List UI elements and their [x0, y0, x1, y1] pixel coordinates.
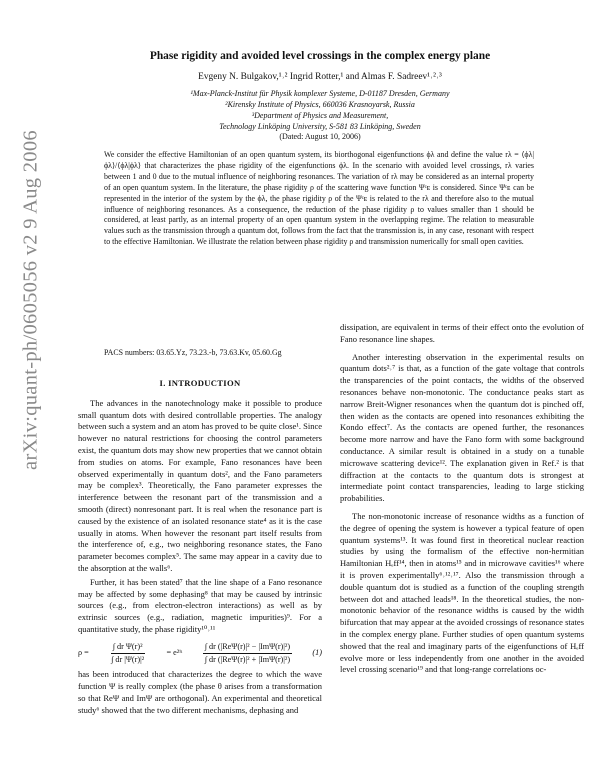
paragraph: The non-monotonic increase of resonance widths as a function of the degree of opening the system is however a typical feature of open quantum systems¹³. It was found first in theoretical nuclear reaction studies by using the formalism of the effective non-hermitian Hamiltonian Hₑff¹⁴, then in atoms¹⁵ and in microwave cavities¹⁶ where it is proven experimentally⁶˒¹²˒¹⁷. Also the transmission through a double quantum dot is studied as a function of the coupling strength between dot and attached leads¹⁸. In the theoretical studies, the non-monotonic behavior of the resonance widths is caused by the width bifurcation that may appear at the avoided crossings of resonance states in the complex energy plane. Further studies of open quantum systems showed that the real and imaginary parts of the eigenfunctions of Hₑff evolve more or less independently from one another in the avoided level crossing scenario¹⁹ and that long-range correlations oc-: [340, 510, 584, 675]
equation-middle: = e²ⁱᶥ: [166, 648, 183, 658]
right-column: [340, 322, 584, 676]
equation-lhs: ρ =: [78, 648, 89, 658]
arxiv-id: arXiv:quant-ph/0605056 v2 9 Aug 2006: [19, 130, 42, 470]
fraction-denominator: ∫ dr |Ψ(r)|²: [111, 654, 145, 664]
equation-fraction-2: [203, 641, 292, 666]
fraction-numerator: ∫ dr Ψ(r)²: [111, 641, 145, 654]
fraction-denominator: ∫ dr (|ReΨ(r)|² + |ImΨ(r)|²): [204, 654, 291, 664]
equation-fraction-1: [109, 641, 146, 666]
paragraph: dissipation, are equivalent in terms of their effect onto the evolution of Fano resonance line shapes.: [340, 322, 584, 344]
paragraph: has been introduced that characterizes the degree to which the wave function Ψ is really complex (the phase θ arises from a transformation so that ReΨ and ImΨ are orthogonal). An experimental and theoretical study⁶ showed that the two different mechanisms, dephasing and: [78, 669, 322, 715]
affiliation-2: ²Kirensky Institute of Physics, 660036 Krasnoyarsk, Russia: [225, 100, 415, 109]
section-title: I. INTRODUCTION: [159, 378, 241, 388]
abstract: We consider the effective Hamiltonian of an open quantum system, its biorthogonal eigenfunctions ϕλ and define the value rλ = ⟨ϕλ|ϕλ⟩/⟨ϕλ|ϕλ⟩ that characterizes the phase rigidity of the eigenfunctions ϕλ. In the scenario with avoided level crossings, rλ varies between 1 and 0 due to the mutual influence of neighboring resonances. The variation of rλ may be considered as an internal property of an open quantum system. In the literature, the phase rigidity ρ of the scattering wave function Ψᶜᴇ is considered. Since Ψᶜᴇ can be represented in the interior of the system by the ϕλ, the phase rigidity ρ of the Ψᶜᴇ is related to the rλ and therefore also to the mutual influence of neighboring resonances. As a consequence, the reduction of the phase rigidity ρ to values smaller than 1 should be considered, at least partly, as an internal property of an open quantum system in the overlapping regime. The relation to measurable values such as the transmission through a quantum dot, follows from the fact that the transmission is, in any case, resonant with respect to the effective Hamiltonian. We illustrate the relation between phase rigidity ρ and transmission numerically for small open cavities.: [104, 150, 534, 247]
fraction-numerator: ∫ dr (|ReΨ(r)|² − |ImΨ(r)|²): [203, 641, 292, 654]
equation-number: (1): [312, 648, 322, 658]
affiliations: [60, 88, 580, 132]
date-line: (Dated: August 10, 2006): [279, 132, 361, 141]
paragraph: The advances in the nanotechnology make it possible to produce small quantum dots with desired controllable properties. The analogy between such a system and an atom has proved to be quite close¹. Since however no natural restrictions for choosing the control parameters exist, the quantum dots may show new properties that we cannot obtain from studies on atoms. For example, Fano resonances have been observed experimentally in quantum dots², and the Fano parameters may be complex³. Theoretically, the Fano parameter expresses the interference between the resonant part of the transmission and a smooth (direct) nonresonant part. It is real when the resonance part is caused by the existence of an isolated resonance state⁴ as it is the case usually in atoms. When however the resonant part itself results from the interference of, e.g., two neighboring resonance states, the Fano parameter becomes complex⁵. The same may appear in a cavity due to the absorption at the walls⁶.: [78, 397, 322, 573]
paragraph: Further, it has been stated⁷ that the line shape of a Fano resonance may be affected by some dephasing⁸ that may be caused by intrinsic sources (e.g., from electron-electron interactions) as well as by extrinsic sources (e.g., radiation, magnetic impurities)⁹. For a quantitative study, the phase rigidity¹⁰˒¹¹: [78, 576, 322, 634]
paragraph: Another interesting observation in the experimental results on quantum dots²˒⁷ is that, as a function of the gate voltage that controls the transparencies of the point contacts, the widths of the observed resonances behave non-monotonic. The conductance peaks start as narrow Breit-Wigner resonances when the quantum dot is pinched off, then widen as the contacts are opened into resonances exhibiting the Kondo effect⁷. As the contacts are opened further, the resonances become more narrow and have the Fano form with some background conductance. A similar result is obtained in a study on a tunable microwave scattering device¹². The explanation given in Ref.² is that diffraction at the contacts to the quantum dots is strongest at intermediate point contact transparencies, leading to large sticking probabilities.: [340, 351, 584, 504]
equation-1: [78, 641, 322, 666]
author-list: Evgeny N. Bulgakov,¹˒² Ingrid Rotter,¹ and Almas F. Sadreev¹˒²˒³: [198, 72, 442, 82]
pacs-numbers: PACS numbers: 03.65.Yz, 73.23.-b, 73.63.Kv, 05.60.Gg: [104, 348, 282, 357]
affiliation-1: ¹Max-Planck-Institut für Physik komplexer Systeme, D-01187 Dresden, Germany: [190, 89, 450, 98]
affiliation-3-cont: Technology Linköping University, S-581 83 Linköping, Sweden: [219, 122, 421, 131]
affiliation-3: ³Department of Physics and Measurement,: [251, 111, 389, 120]
paper-title: Phase rigidity and avoided level crossings in the complex energy plane: [149, 50, 491, 62]
arxiv-sidebar-stamp: [14, 40, 48, 560]
left-column: [78, 378, 322, 717]
